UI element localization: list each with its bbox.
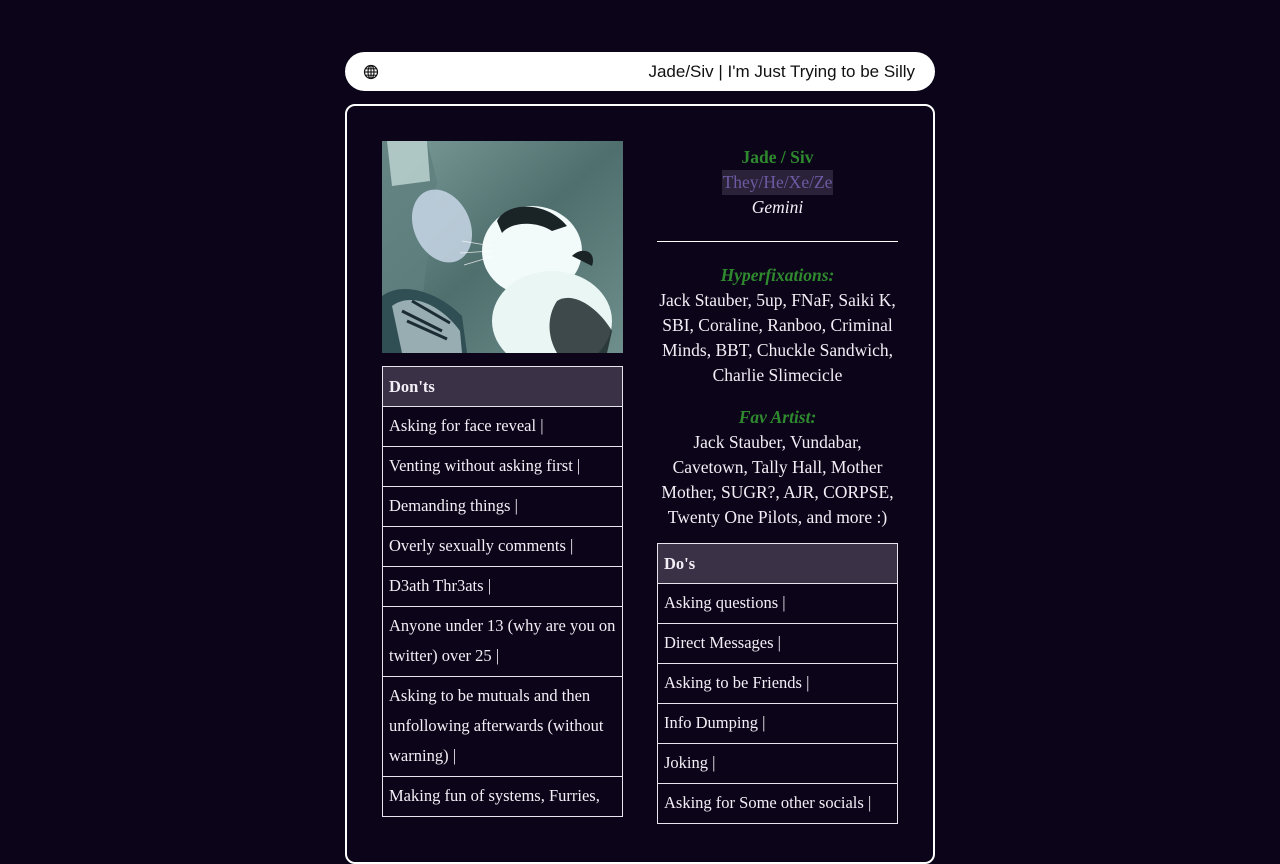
divider xyxy=(657,241,898,242)
hyperfixations-list: Jack Stauber, 5up, FNaF, Saiki K, SBI, Coraline, Ranboo, Criminal Minds, BBT, Chuckle Sandwich, Charlie Slimecicle xyxy=(659,290,896,385)
dont-item: Venting without asking first | xyxy=(383,447,623,487)
donts-table xyxy=(382,366,623,817)
left-column xyxy=(382,141,623,817)
do-item: Joking | xyxy=(658,744,898,784)
do-item: Info Dumping | xyxy=(658,704,898,744)
do-item: Direct Messages | xyxy=(658,624,898,664)
do-item: Asking for Some other socials | xyxy=(658,784,898,824)
cat-photo xyxy=(382,141,623,353)
dont-item: Overly sexually comments | xyxy=(383,527,623,567)
dont-item: Asking to be mutuals and then unfollowing afterwards (without warning) | xyxy=(383,677,623,777)
zodiac-sign: Gemini xyxy=(751,197,804,217)
globe-icon xyxy=(363,64,379,80)
display-name: Jade / Siv xyxy=(741,147,814,167)
dos-header: Do's xyxy=(658,544,898,584)
dos-table xyxy=(657,543,898,824)
profile-card xyxy=(345,104,935,864)
fav-artist-list: Jack Stauber, Vundabar, Cavetown, Tally Hall, Mother Mother, SUGR?, AJR, CORPSE, Twenty One Pilots, and more :) xyxy=(661,432,894,527)
dont-item: Anyone under 13 (why are you on twitter) over 25 | xyxy=(383,607,623,677)
title-bar xyxy=(345,52,935,91)
profile-info xyxy=(657,145,898,530)
dont-item: Asking for face reveal | xyxy=(383,407,623,447)
right-column xyxy=(657,141,898,824)
fav-artist-title: Fav Artist: xyxy=(738,407,817,427)
dont-item: D3ath Thr3ats | xyxy=(383,567,623,607)
donts-header: Don'ts xyxy=(383,367,623,407)
pronouns: They/He/Xe/Ze xyxy=(722,170,834,195)
dont-item: Making fun of systems, Furries, xyxy=(383,777,623,817)
hyperfixations-title: Hyperfixations: xyxy=(720,265,835,285)
dont-item: Demanding things | xyxy=(383,487,623,527)
do-item: Asking to be Friends | xyxy=(658,664,898,704)
do-item: Asking questions | xyxy=(658,584,898,624)
page-title: Jade/Siv | I'm Just Trying to be Silly xyxy=(648,61,915,81)
